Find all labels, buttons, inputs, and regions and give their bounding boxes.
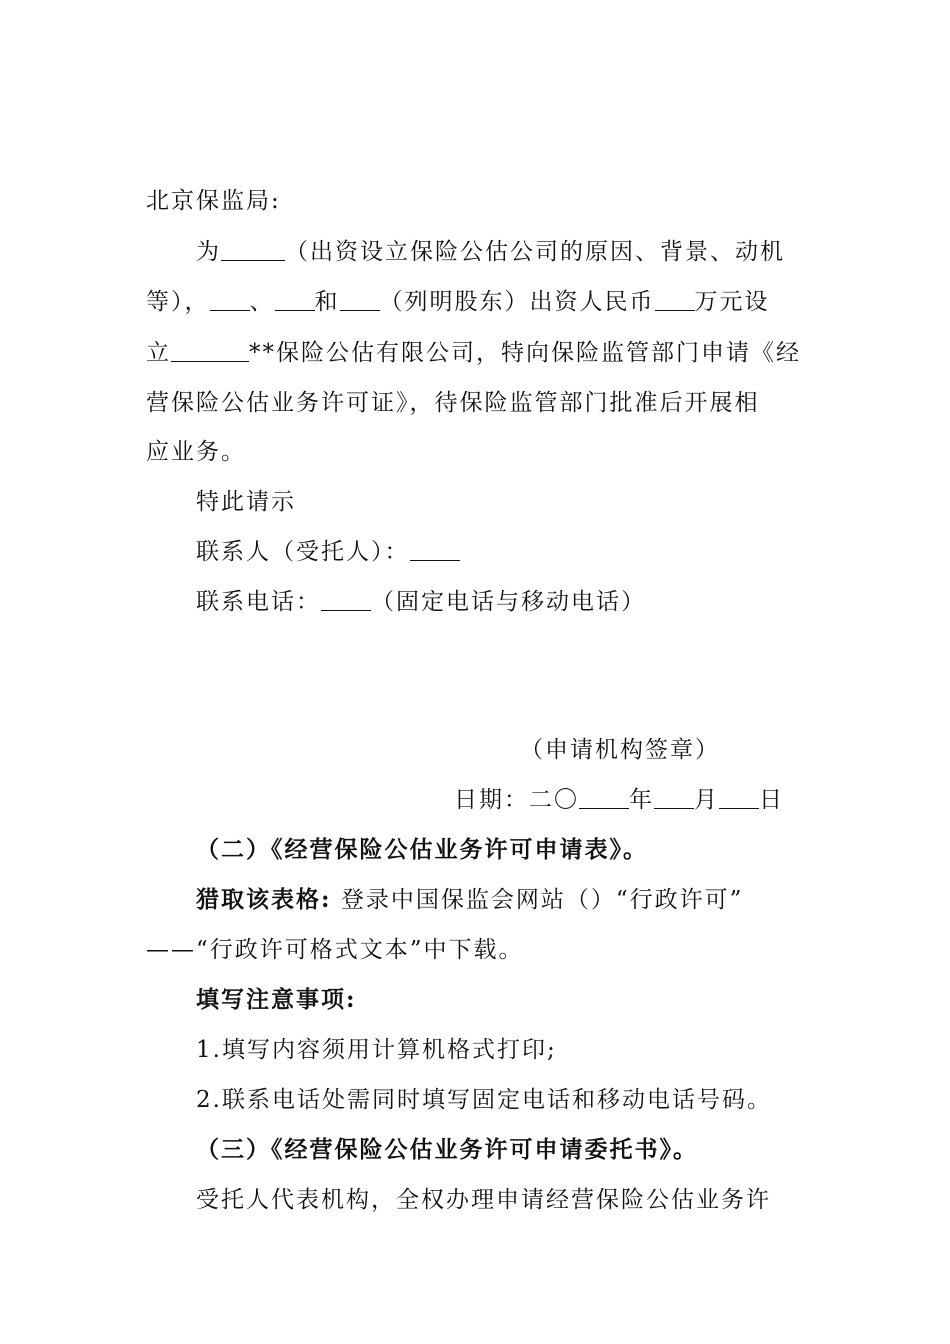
seal-label: （申请机构签章）: [520, 737, 720, 763]
note-1: 1.填写内容须用计算机格式打印;: [196, 1037, 557, 1063]
obtain-label: 猎取该表格:: [196, 886, 332, 913]
section3-title: （三）《经营保险公估业务许可申请委托书》。: [196, 1136, 698, 1163]
section2-title: （二）《经营保险公估业务许可申请表》。: [196, 836, 648, 863]
blank-field: [719, 786, 759, 809]
blank-field: [410, 538, 460, 561]
section3-text: 受托人代表机构，全权办理申请经营保险公估业务许: [196, 1187, 771, 1213]
note-2: 2.联系电话处需同时填写固定电话和移动电话号码。: [196, 1087, 772, 1113]
blank-field: [579, 786, 629, 809]
recipient: 北京保监局:: [146, 188, 281, 214]
obtain-line: [196, 885, 806, 915]
para1-line2: 等）， 、 和 （列明股东）出资人民币 万元设: [146, 289, 770, 315]
blank-field: [655, 288, 695, 311]
blank-field: [171, 339, 249, 362]
obtain-line2: ——“行政许可格式文本”中下载。: [146, 937, 524, 963]
blank-field: [221, 238, 285, 261]
para1-line3: 立 **保险公估有限公司，特向保险监管部门申请《经: [146, 340, 801, 366]
para1-line4: 营保险公估业务许可证》，待保险监管部门批准后开展相: [146, 390, 760, 416]
blank-field: [340, 288, 380, 311]
para1-line1: 为 （出资设立保险公估公司的原因、背景、动机: [196, 239, 785, 265]
blank-field: [321, 588, 371, 611]
contact-person: 联系人（受托人）：: [196, 537, 806, 567]
date-line: 日期：二〇 年 月 日: [454, 787, 784, 813]
para1-line5: 应业务。: [146, 439, 246, 465]
obtain-text: 登录中国保监会网站（）“行政许可”: [340, 887, 744, 913]
blank-field: [210, 288, 250, 311]
notes-title: 填写注意事项:: [196, 986, 357, 1013]
blank-field: [275, 288, 315, 311]
blank-field: [654, 786, 694, 809]
contact-phone: 联系电话： （固定电话与移动电话）: [196, 589, 646, 615]
closing: 特此请示: [196, 489, 296, 515]
